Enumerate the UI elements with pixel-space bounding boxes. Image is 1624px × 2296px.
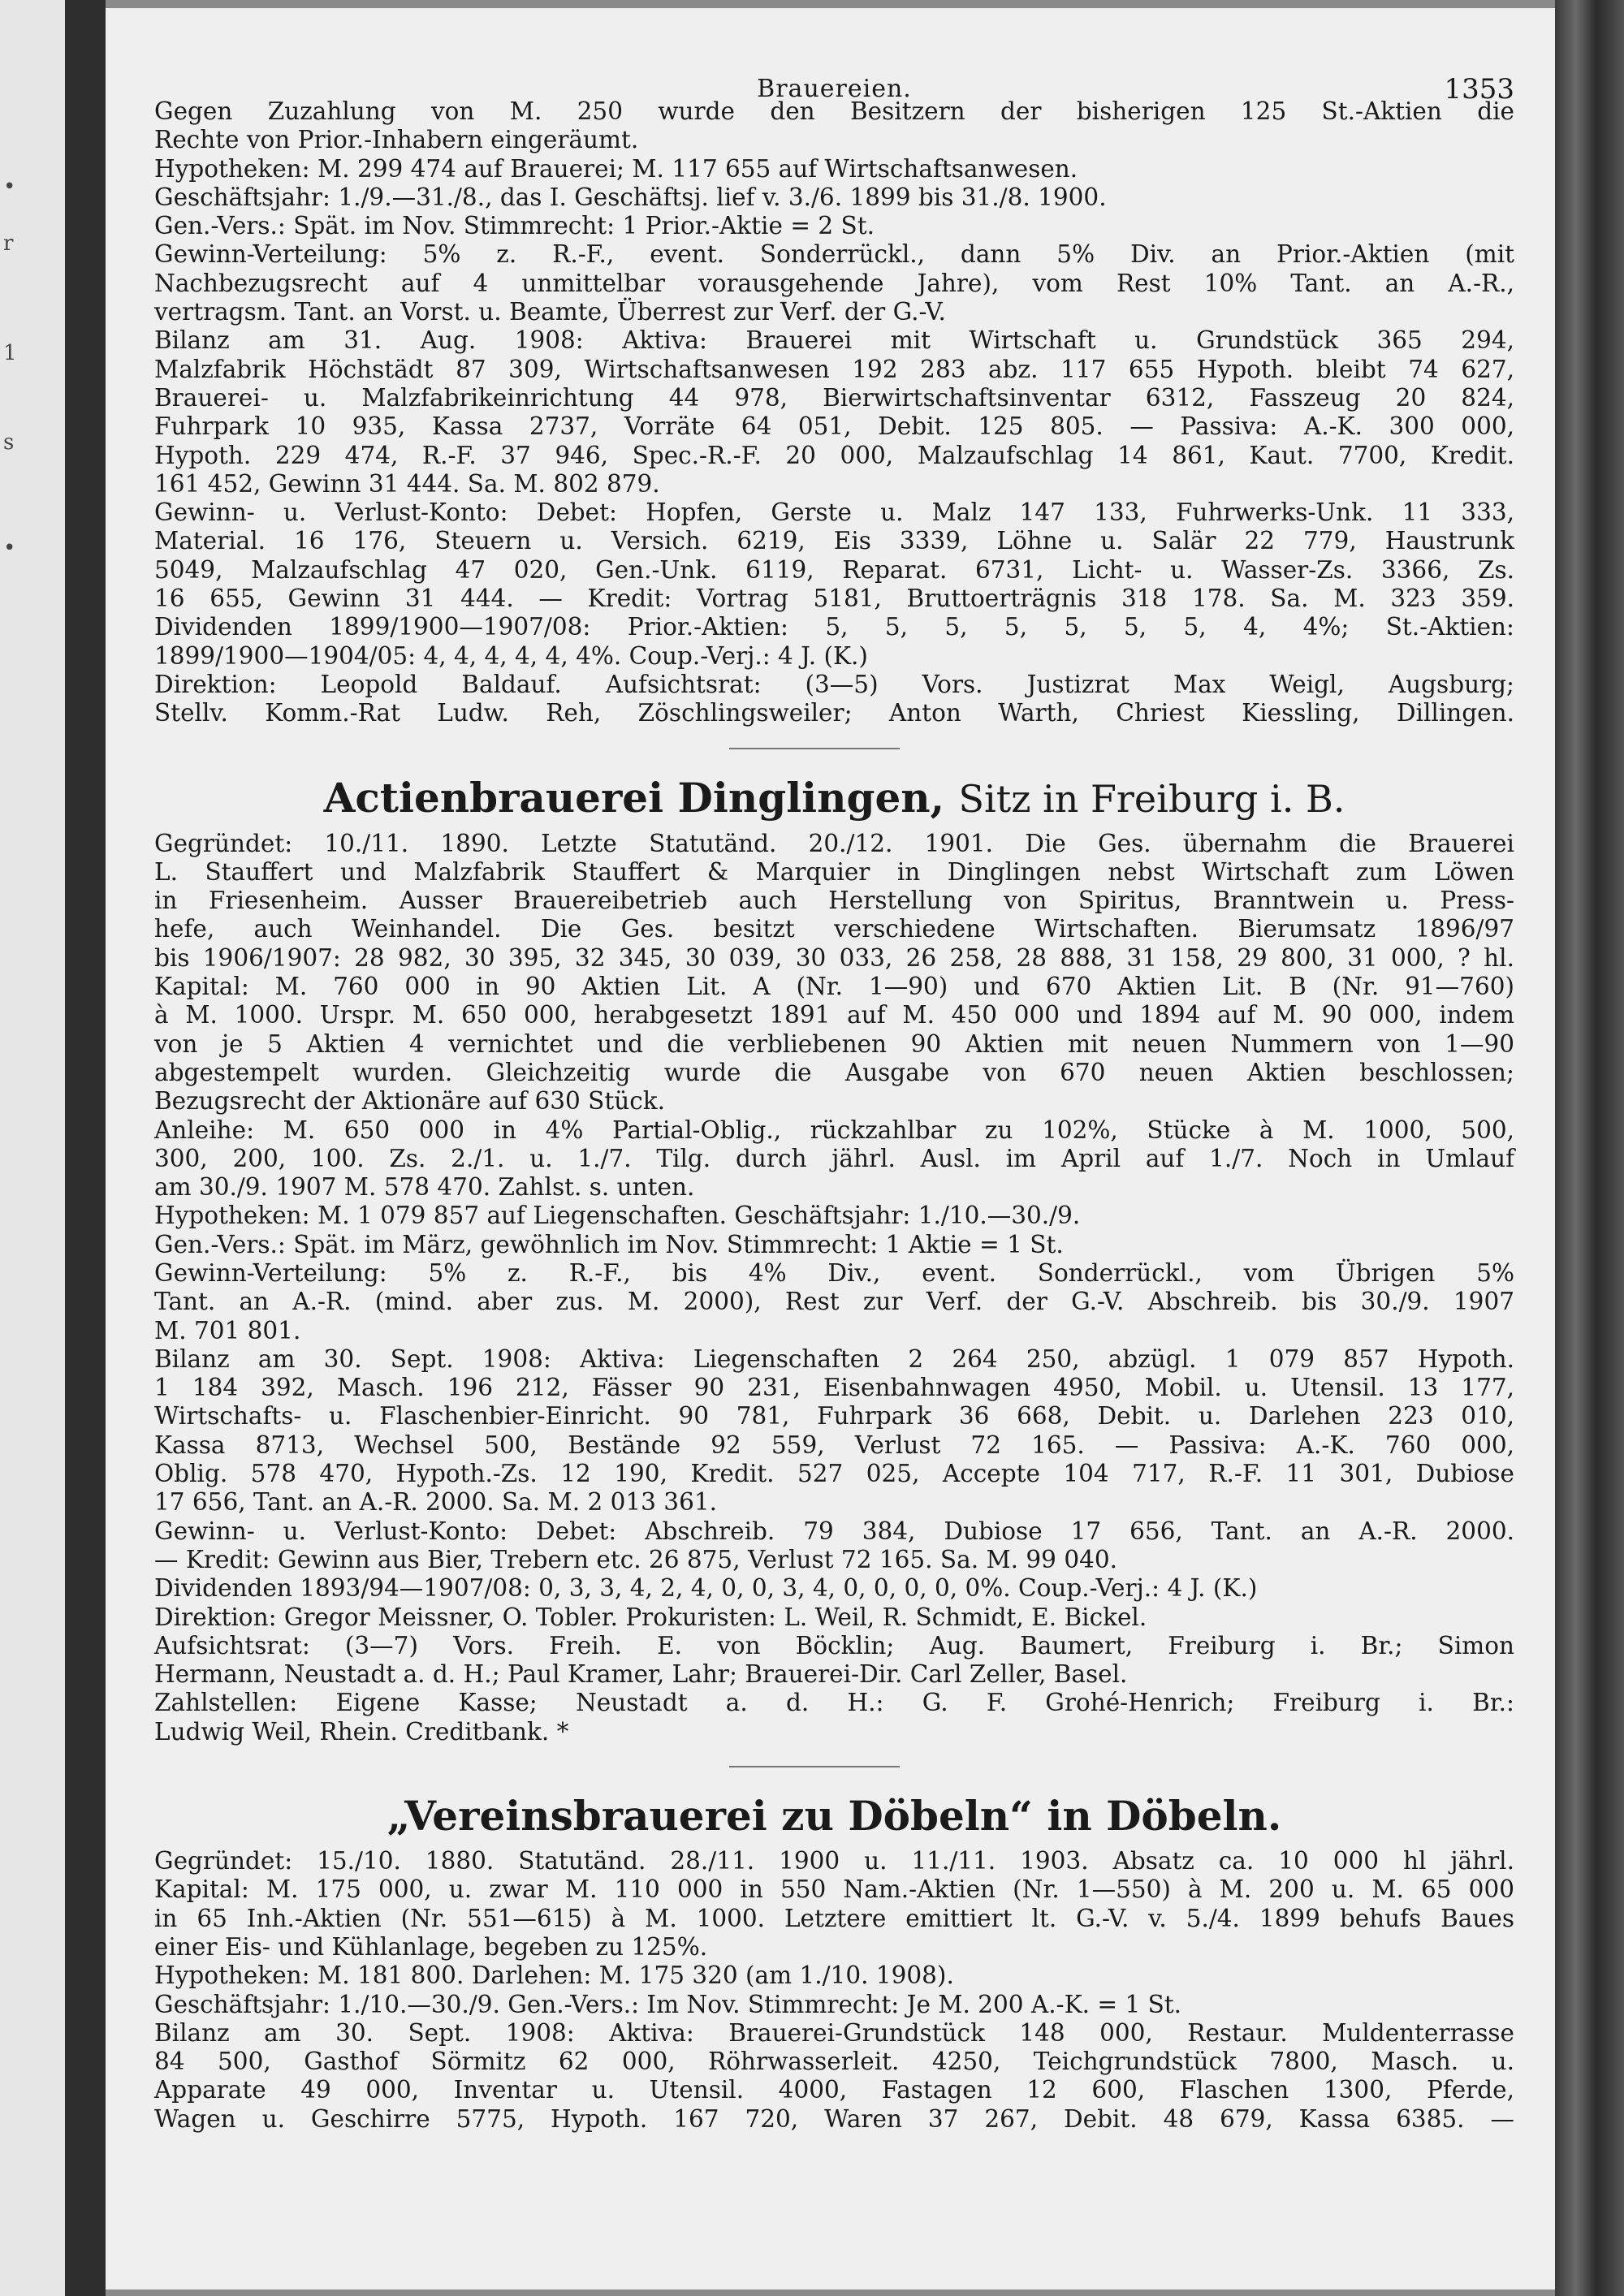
text-line: Gegründet: 15./10. 1880. Statutänd. 28./11. 1900 u. 11./11. 1903. Absatz ca. 10 000 hl jährl. (154, 1847, 1514, 1875)
company-seat: Sitz in Freiburg i. B. (958, 776, 1345, 821)
text-line: Ludwig Weil, Rhein. Creditbank. * (154, 1717, 569, 1746)
text-line: 161 452, Gewinn 31 444. Sa. M. 802 879. (154, 469, 660, 498)
entry-continuation (154, 97, 1514, 728)
text-line: Hermann, Neustadt a. d. H.; Paul Kramer, Lahr; Brauerei-Dir. Carl Zeller, Basel. (154, 1660, 1128, 1689)
margin-mark: 1 (3, 341, 17, 365)
text-line: abgestempelt wurden. Gleichzeitig wurde die Ausgabe von 670 neuen Aktien beschlossen; (154, 1058, 1514, 1086)
text-line: Hypotheken: M. 181 800. Darlehen: M. 175 320 (am 1./10. 1908). (154, 1962, 954, 1990)
margin-mark: • (3, 536, 16, 560)
text-line: hefe, auch Weinhandel. Die Ges. besitzt verschiedene Wirtschaften. Bierumsatz 1896/97 (154, 915, 1514, 943)
text-line: einer Eis- und Kühlanlage, begeben zu 125%. (154, 1932, 708, 1961)
section-divider (154, 1746, 1514, 1785)
text-line: Gewinn-Verteilung: 5% z. R.-F., bis 4% Div., event. Sonderrückl., vom Übrigen 5% (154, 1258, 1514, 1287)
text-line: 84 500, Gasthof Sörmitz 62 000, Röhrwasserleit. 4250, Teichgrundstück 7800, Masch. u. (154, 2048, 1514, 2076)
text-line: Gewinn-Verteilung: 5% z. R.-F., event. Sonderrückl., dann 5% Div. an Prior.-Aktien (mit (154, 240, 1514, 269)
text-line: 16 655, Gewinn 31 444. — Kredit: Vortrag 5181, Bruttoerträgnis 318 178. Sa. M. 323 359. (154, 585, 1514, 613)
text-line: Hypotheken: M. 299 474 auf Brauerei; M. 117 655 auf Wirtschaftsanwesen. (154, 154, 1078, 183)
text-line: Wirtschafts- u. Flaschenbier-Einricht. 90 781, Fuhrpark 36 668, Debit. u. Darlehen 223 010, (154, 1402, 1514, 1431)
text-line: Nachbezugsrecht auf 4 unmittelbar vorausgehende Jahre), vom Rest 10% Tant. an A.-R., (154, 269, 1514, 297)
text-line: Bilanz am 30. Sept. 1908: Aktiva: Liegenschaften 2 264 250, abzügl. 1 079 857 Hypoth. (154, 1344, 1514, 1373)
text-line: Tant. an A.-R. (mind. aber zus. M. 2000), Rest zur Verf. der G.-V. Abschreib. bis 30./9. 1907 (154, 1288, 1514, 1316)
entry-title-doebeln: „Vereinsbrauerei zu Döbeln“ in Döbeln. (387, 1792, 1282, 1841)
entry-title-dinglingen (154, 767, 1514, 830)
text-line: Bilanz am 31. Aug. 1908: Aktiva: Brauerei mit Wirtschaft u. Grundstück 365 294, (154, 326, 1514, 355)
text-line: Gen.-Vers.: Spät. im Nov. Stimmrecht: 1 Prior.-Aktie = 2 St. (154, 212, 875, 240)
text-line: von je 5 Aktien 4 vernichtet und die verbliebenen 90 Aktien mit neuen Nummern von 1—90 (154, 1029, 1514, 1058)
text-line: Gegründet: 10./11. 1890. Letzte Statutänd. 20./12. 1901. Die Ges. übernahm die Brauerei (154, 829, 1514, 857)
text-line: Hypotheken: M. 1 079 857 auf Liegenschaften. Geschäftsjahr: 1./10.—30./9. (154, 1202, 1081, 1230)
text-line: Oblig. 578 470, Hypoth.-Zs. 12 190, Kredit. 527 025, Accepte 104 717, R.-F. 11 301, Dubiose (154, 1460, 1514, 1488)
company-name: Actienbrauerei Dinglingen, (323, 773, 945, 822)
text-line: Malzfabrik Höchstädt 87 309, Wirtschaftsanwesen 192 283 abz. 117 655 Hypoth. bleibt 74 627, (154, 355, 1514, 383)
text-line: am 30./9. 1907 M. 578 470. Zahlst. s. unten. (154, 1173, 695, 1202)
text-line: 1899/1900—1904/05: 4, 4, 4, 4, 4, 4%. Coup.-Verj.: 4 J. (K.) (154, 641, 868, 670)
page-content (154, 8, 1514, 2134)
adjacent-page-edge (0, 0, 70, 2296)
text-line: Kapital: M. 760 000 in 90 Aktien Lit. A (Nr. 1—90) und 670 Aktien Lit. B (Nr. 91—760) (154, 973, 1514, 1001)
text-line: Hypoth. 229 474, R.-F. 37 946, Spec.-R.-F. 20 000, Malzaufschlag 14 861, Kaut. 7700, Kredit. (154, 441, 1514, 469)
running-head-title: Brauereien. (757, 75, 912, 103)
text-line: Rechte von Prior.-Inhabern eingeräumt. (154, 126, 639, 154)
text-line: — Kredit: Gewinn aus Bier, Trebern etc. 26 875, Verlust 72 165. Sa. M. 99 040. (154, 1545, 1118, 1573)
running-head (154, 8, 1514, 106)
text-line: Wagen u. Geschirre 5775, Hypoth. 167 720, Waren 37 267, Debit. 48 679, Kassa 6385. — (154, 2104, 1514, 2133)
text-line: Stellv. Komm.-Rat Ludw. Reh, Zöschlingsweiler; Anton Warth, Chriest Kiessling, Dillingen. (154, 699, 1514, 727)
entry-dinglingen (154, 830, 1514, 1747)
text-line: Gen.-Vers.: Spät. im März, gewöhnlich im Nov. Stimmrecht: 1 Aktie = 1 St. (154, 1230, 1064, 1258)
text-line: Anleihe: M. 650 000 in 4% Partial-Oblig., rückzahlbar zu 102%, Stücke à M. 1000, 500, (154, 1116, 1514, 1144)
text-line: Gewinn- u. Verlust-Konto: Debet: Hopfen, Gerste u. Malz 147 133, Fuhrwerks-Unk. 11 333, (154, 498, 1514, 527)
text-line: 5049, Malzaufschlag 47 020, Gen.-Unk. 6119, Reparat. 6731, Licht- u. Wasser-Zs. 3366, Zs. (154, 555, 1514, 584)
text-line: 1 184 392, Masch. 196 212, Fässer 90 231, Eisenbahnwagen 4950, Mobil. u. Utensil. 13 177, (154, 1374, 1514, 1402)
text-line: in 65 Inh.-Aktien (Nr. 551—615) à M. 1000. Letztere emittiert lt. G.-V. v. 5./4. 1899 behufs Baues (154, 1904, 1514, 1932)
text-line: Kassa 8713, Wechsel 500, Bestände 92 559, Verlust 72 165. — Passiva: A.-K. 760 000, (154, 1431, 1514, 1459)
text-line: Direktion: Gregor Meissner, O. Tobler. Prokuristen: L. Weil, R. Schmidt, E. Bickel. (154, 1603, 1147, 1631)
text-line: Apparate 49 000, Inventar u. Utensil. 4000, Fastagen 12 600, Flaschen 1300, Pferde, (154, 2076, 1514, 2104)
text-line: 300, 200, 100. Zs. 2./1. u. 1./7. Tilg. durch jährl. Ausl. im April auf 1./7. Noch in Umlauf (154, 1144, 1514, 1172)
margin-mark: s (3, 430, 15, 455)
text-line: Dividenden 1893/94—1907/08: 0, 3, 3, 4, 2, 4, 0, 0, 3, 4, 0, 0, 0, 0, 0%. Coup.-Verj.: 4 J. (K.) (154, 1574, 1258, 1603)
text-line: vertragsm. Tant. an Vorst. u. Beamte, Überrest zur Verf. der G.-V. (154, 298, 946, 326)
text-line: bis 1906/1907: 28 982, 30 395, 32 345, 30 039, 30 033, 26 258, 28 888, 31 158, 29 800, 31 000, ? hl. (154, 943, 1514, 972)
text-line: Direktion: Leopold Baldauf. Aufsichtsrat: (3—5) Vors. Justizrat Max Weigl, Augsburg; (154, 670, 1514, 698)
text-line: Brauerei- u. Malzfabrikeinrichtung 44 978, Bierwirtschaftsinventar 6312, Fasszeug 20 824, (154, 383, 1514, 412)
text-line: L. Stauffert und Malzfabrik Stauffert & Marquier in Dinglingen nebst Wirtschaft zum Löwen (154, 857, 1514, 886)
text-line: Geschäftsjahr: 1./9.—31./8., das I. Geschäftsj. lief v. 3./6. 1899 bis 31./8. 1900. (154, 183, 1107, 211)
text-line: Gegen Zuzahlung von M. 250 wurde den Besitzern der bisherigen 125 St.-Aktien die (154, 97, 1514, 125)
text-line: Dividenden 1899/1900—1907/08: Prior.-Aktien: 5, 5, 5, 5, 5, 5, 5, 4, 4%; St.-Aktien: (154, 613, 1514, 641)
text-line: Bilanz am 30. Sept. 1908: Aktiva: Brauerei-Grundstück 148 000, Restaur. Muldenterrasse (154, 2018, 1514, 2047)
text-line: à M. 1000. Urspr. M. 650 000, herabgesetzt 1891 auf M. 450 000 und 1894 auf M. 90 000, indem (154, 1001, 1514, 1029)
text-line: Aufsichtsrat: (3—7) Vors. Freih. E. von Böcklin; Aug. Baumert, Freiburg i. Br.; Simon (154, 1631, 1514, 1659)
section-divider (154, 728, 1514, 767)
text-line: Fuhrpark 10 935, Kassa 2737, Vorräte 64 051, Debit. 125 805. — Passiva: A.-K. 300 000, (154, 412, 1514, 441)
text-line: Kapital: M. 175 000, u. zwar M. 110 000 in 550 Nam.-Aktien (Nr. 1—550) à M. 200 u. M. 65 000 (154, 1875, 1514, 1904)
text-line: Material. 16 176, Steuern u. Versich. 6219, Eis 3339, Löhne u. Salär 22 779, Haustrunk (154, 527, 1514, 555)
entry-doebeln (154, 1847, 1514, 2134)
text-line: 17 656, Tant. an A.-R. 2000. Sa. M. 2 013 361. (154, 1488, 717, 1517)
margin-mark: r (3, 231, 14, 256)
page-stack-edge (1555, 0, 1624, 2296)
text-line: in Friesenheim. Ausser Brauereibetrieb auch Herstellung von Spiritus, Branntwein u. Press- (154, 887, 1514, 915)
text-line: M. 701 801. (154, 1316, 301, 1344)
margin-mark: • (3, 175, 16, 199)
text-line: Geschäftsjahr: 1./10.—30./9. Gen.-Vers.: Im Nov. Stimmrecht: Je M. 200 A.-K. = 1 St. (154, 1990, 1182, 2018)
text-line: Bezugsrecht der Aktionäre auf 630 Stück. (154, 1087, 665, 1116)
document-page (106, 8, 1555, 2290)
page-number: 1353 (1444, 73, 1514, 106)
text-line: Zahlstellen: Eigene Kasse; Neustadt a. d. H.: G. F. Grohé-Henrich; Freiburg i. Br.: (154, 1689, 1514, 1717)
text-line: Gewinn- u. Verlust-Konto: Debet: Abschreib. 79 384, Dubiose 17 656, Tant. an A.-R. 2000. (154, 1517, 1514, 1545)
book-gutter (65, 0, 106, 2296)
